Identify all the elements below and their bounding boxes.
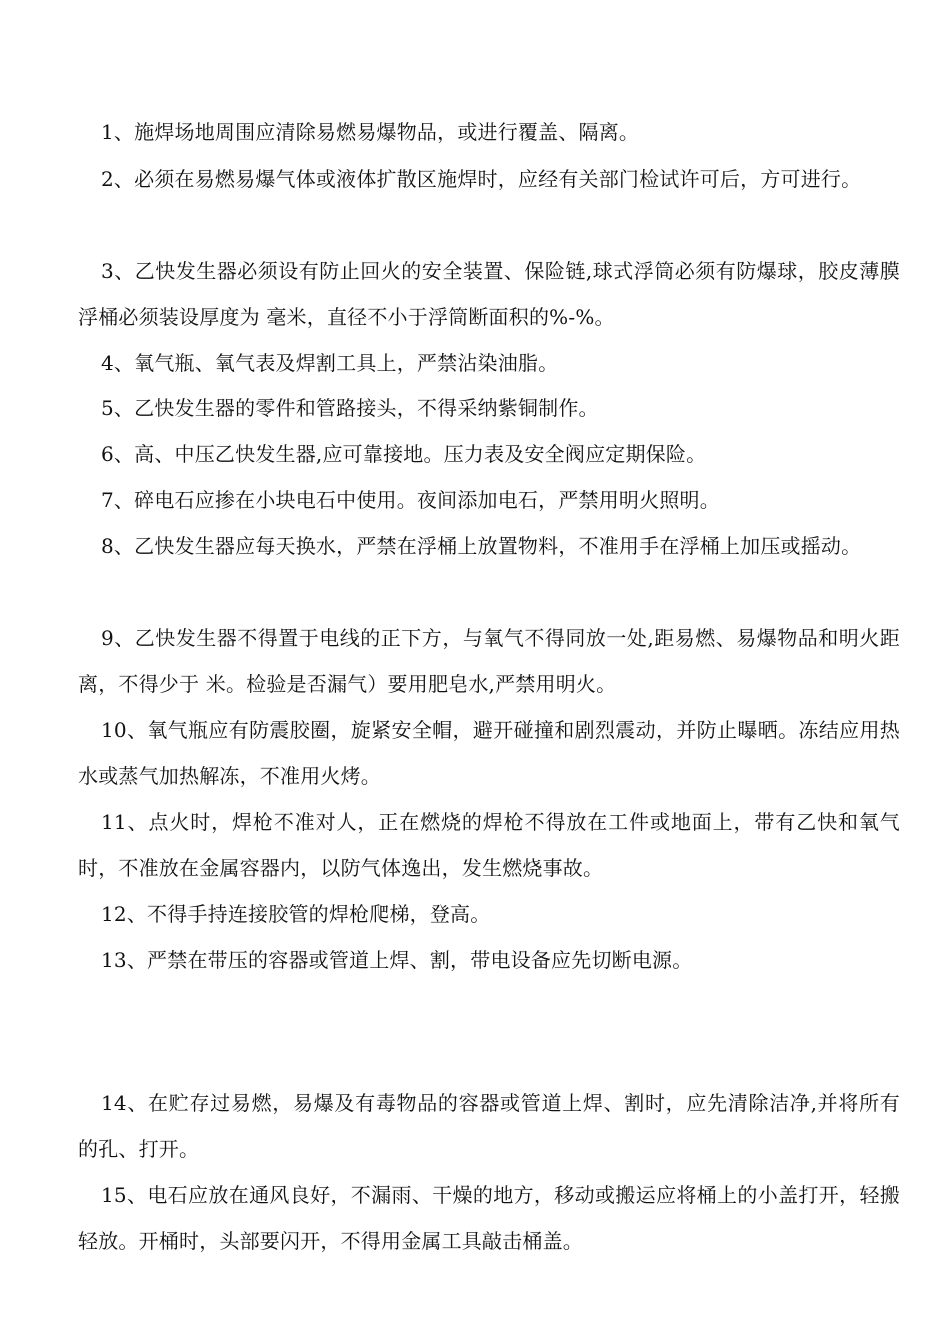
paragraph-9: 9、乙快发生器不得置于电线的正下方，与氧气不得同放一处,距易燃、易爆物品和明火距离，不得少于 米。检验是否漏气）要用肥皂水,严禁用明火。 — [78, 626, 900, 696]
paragraph-2: 2、必须在易燃易爆气体或液体扩散区施焊时，应经有关部门检试许可后，方可进行。 — [101, 167, 862, 191]
paragraph-8: 8、乙快发生器应每天换水，严禁在浮桶上放置物料，不准用手在浮桶上加压或摇动。 — [101, 534, 862, 558]
paragraph-11: 11、点火时，焊枪不准对人，正在燃烧的焊枪不得放在工件或地面上，带有乙快和氧气时，不准放在金属容器内，以防气体逸出，发生燃烧事故。 — [78, 810, 900, 880]
paragraph-3: 3、乙快发生器必须设有防止回火的安全装置、保险链,球式浮筒必须有防爆球，胶皮薄膜浮桶必须装设厚度为 毫米，直径不小于浮筒断面积的%-%。 — [78, 259, 900, 329]
paragraph-5: 5、乙快发生器的零件和管路接头，不得采纳紫铜制作。 — [101, 396, 599, 420]
paragraph-10: 10、氧气瓶应有防震胶圈，旋紧安全帽，避开碰撞和剧烈震动，并防止曝晒。冻结应用热水或蒸气加热解冻，不准用火烤。 — [78, 718, 900, 788]
paragraph-14: 14、在贮存过易燃，易爆及有毒物品的容器或管道上焊、割时，应先清除洁净,并将所有的孔、打开。 — [78, 1091, 900, 1161]
paragraph-7: 7、碎电石应掺在小块电石中使用。夜间添加电石，严禁用明火照明。 — [101, 488, 720, 512]
paragraph-12: 12、不得手持连接胶管的焊枪爬梯，登高。 — [101, 902, 491, 926]
paragraph-1: 1、施焊场地周围应清除易燃易爆物品，或进行覆盖、隔离。 — [101, 120, 640, 144]
paragraph-4: 4、氧气瓶、氧气表及焊割工具上，严禁沾染油脂。 — [101, 351, 559, 375]
paragraph-6: 6、高、中压乙快发生器,应可靠接地。压力表及安全阀应定期保险。 — [101, 442, 707, 466]
paragraph-13: 13、严禁在带压的容器或管道上焊、割，带电设备应先切断电源。 — [101, 948, 693, 972]
paragraph-15: 15、电石应放在通风良好，不漏雨、干燥的地方，移动或搬运应将桶上的小盖打开，轻搬轻放。开桶时，头部要闪开，不得用金属工具敲击桶盖。 — [78, 1183, 900, 1253]
